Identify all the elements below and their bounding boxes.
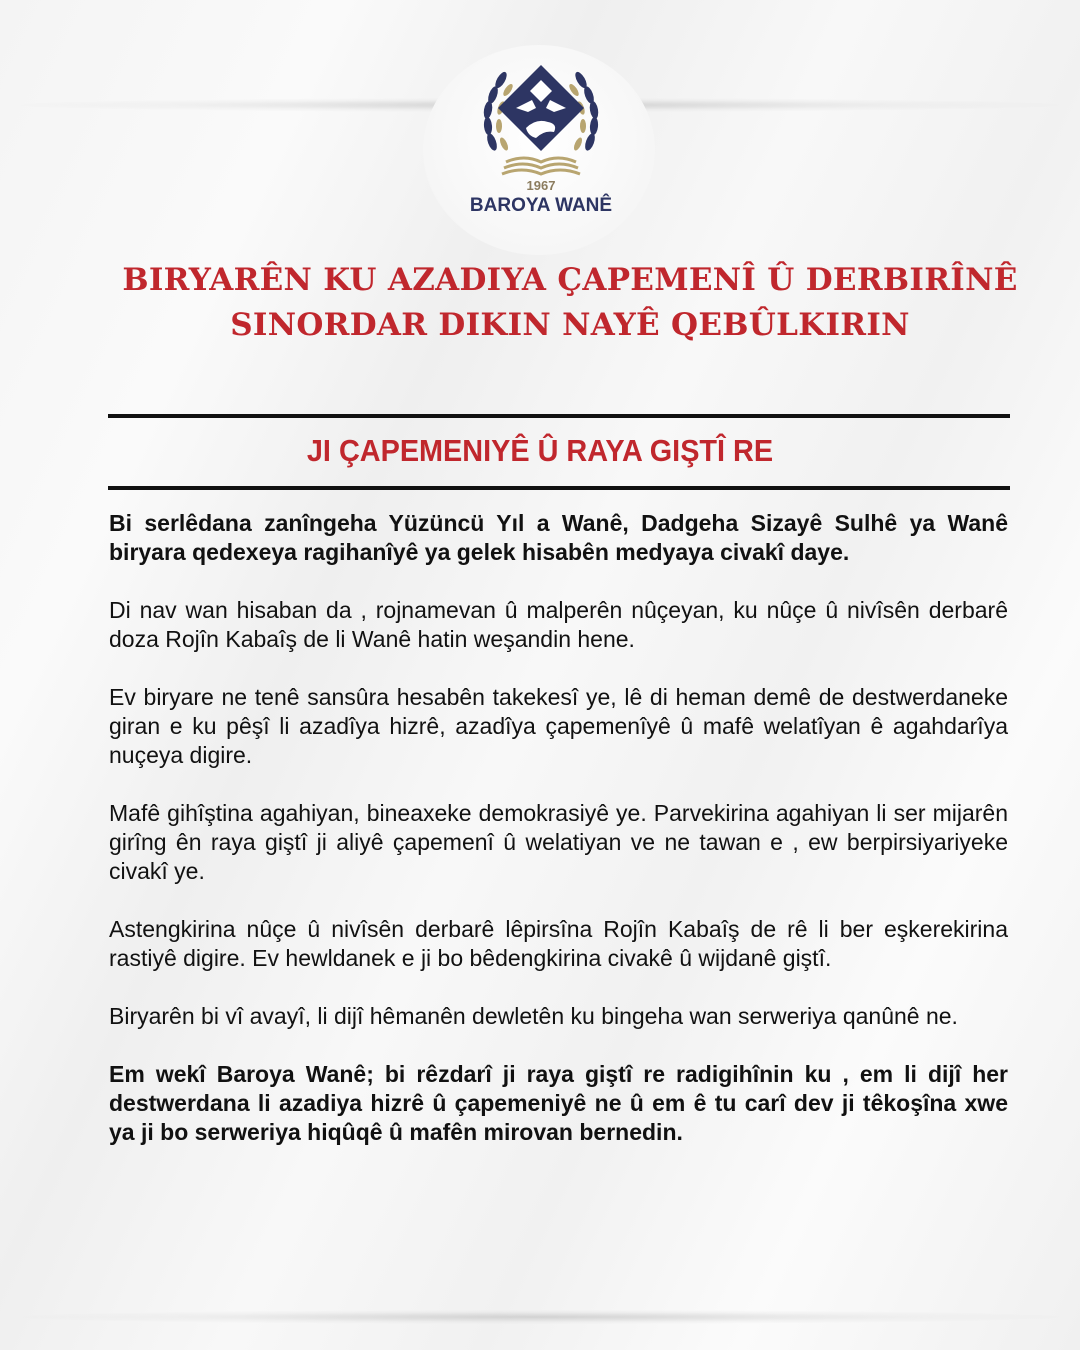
logo-year: 1967	[526, 178, 556, 193]
paragraph-5: Astengkirina nûçe û nivîsên derbarê lêpirsîna Rojîn Kabaîş de rê li ber eşkerekirina rastiyê digire. Ev hewldanek e ji bo bêdengkirina civakê û wijdanê giştî.	[109, 916, 1008, 971]
paragraph-3: Ev biryare ne tenê sansûra hesabên takekesî ye, lê di heman demê de destwerdaneke giran e ku pêşî li azadîya hizrê, azadîya çapemenîyê û mafê welatîyan ê agahdarîya nuçeya digire.	[109, 684, 1008, 768]
statement-body	[109, 509, 1008, 1176]
title-line-1: BIRYARÊN KU AZADIYA ÇAPEMENÎ Û DERBIRÎNÊ	[122, 262, 1018, 298]
divider-bottom	[108, 486, 1010, 490]
paragraph-7: Em wekî Baroya Wanê; bi rêzdarî ji raya giştî re radigihînin ku , em li dijî her destwerdana li azadiya hizrê û çapemeniyê ne û em ê tu carî dev ji têkoşîna xwe ya ji bo serweriya hiqûqê û mafên mirovan bernedin.	[109, 1061, 1008, 1145]
paragraph-6: Biryarên bi vî avayî, li dijî hêmanên dewletên ku bingeha wan serweriya qanûnê ne.	[109, 1003, 958, 1029]
paper-crease-bottom	[20, 1310, 1060, 1324]
logo-name: BAROYA WANÊ	[469, 195, 613, 216]
divider-top	[108, 414, 1010, 418]
section-subtitle: JI ÇAPEMENIYÊ Û RAYA GIŞTÎ RE	[306, 433, 774, 468]
paragraph-2: Di nav wan hisaban da , rojnamevan û malperên nûçeyan, ku nûçe û nivîsên derbarê doza Rojîn Kabaîş de li Wanê hatin weşandin hene.	[109, 597, 1008, 652]
logo	[421, 40, 661, 250]
paragraph-1: Bi serlêdana zanîngeha Yüzüncü Yıl a Wanê, Dadgeha Sizayê Sulhê ya Wanê biryara qedexeya ragihanîyê ya gelek hisabên medyaya civakî daye.	[109, 510, 1008, 565]
page-title	[60, 258, 1080, 348]
paragraph-4: Mafê gihîştina agahiyan, bineaxeke demokrasiyê ye. Parvekirina agahiyan li ser mijarên girîng ên raya giştî ji aliyê çapemenî û welatiyan ve ne tawan e , ew berpirsiyariyeke civakî ye.	[109, 800, 1008, 884]
title-line-2: SINORDAR DIKIN NAYÊ QEBÛLKIRIN	[230, 307, 910, 343]
